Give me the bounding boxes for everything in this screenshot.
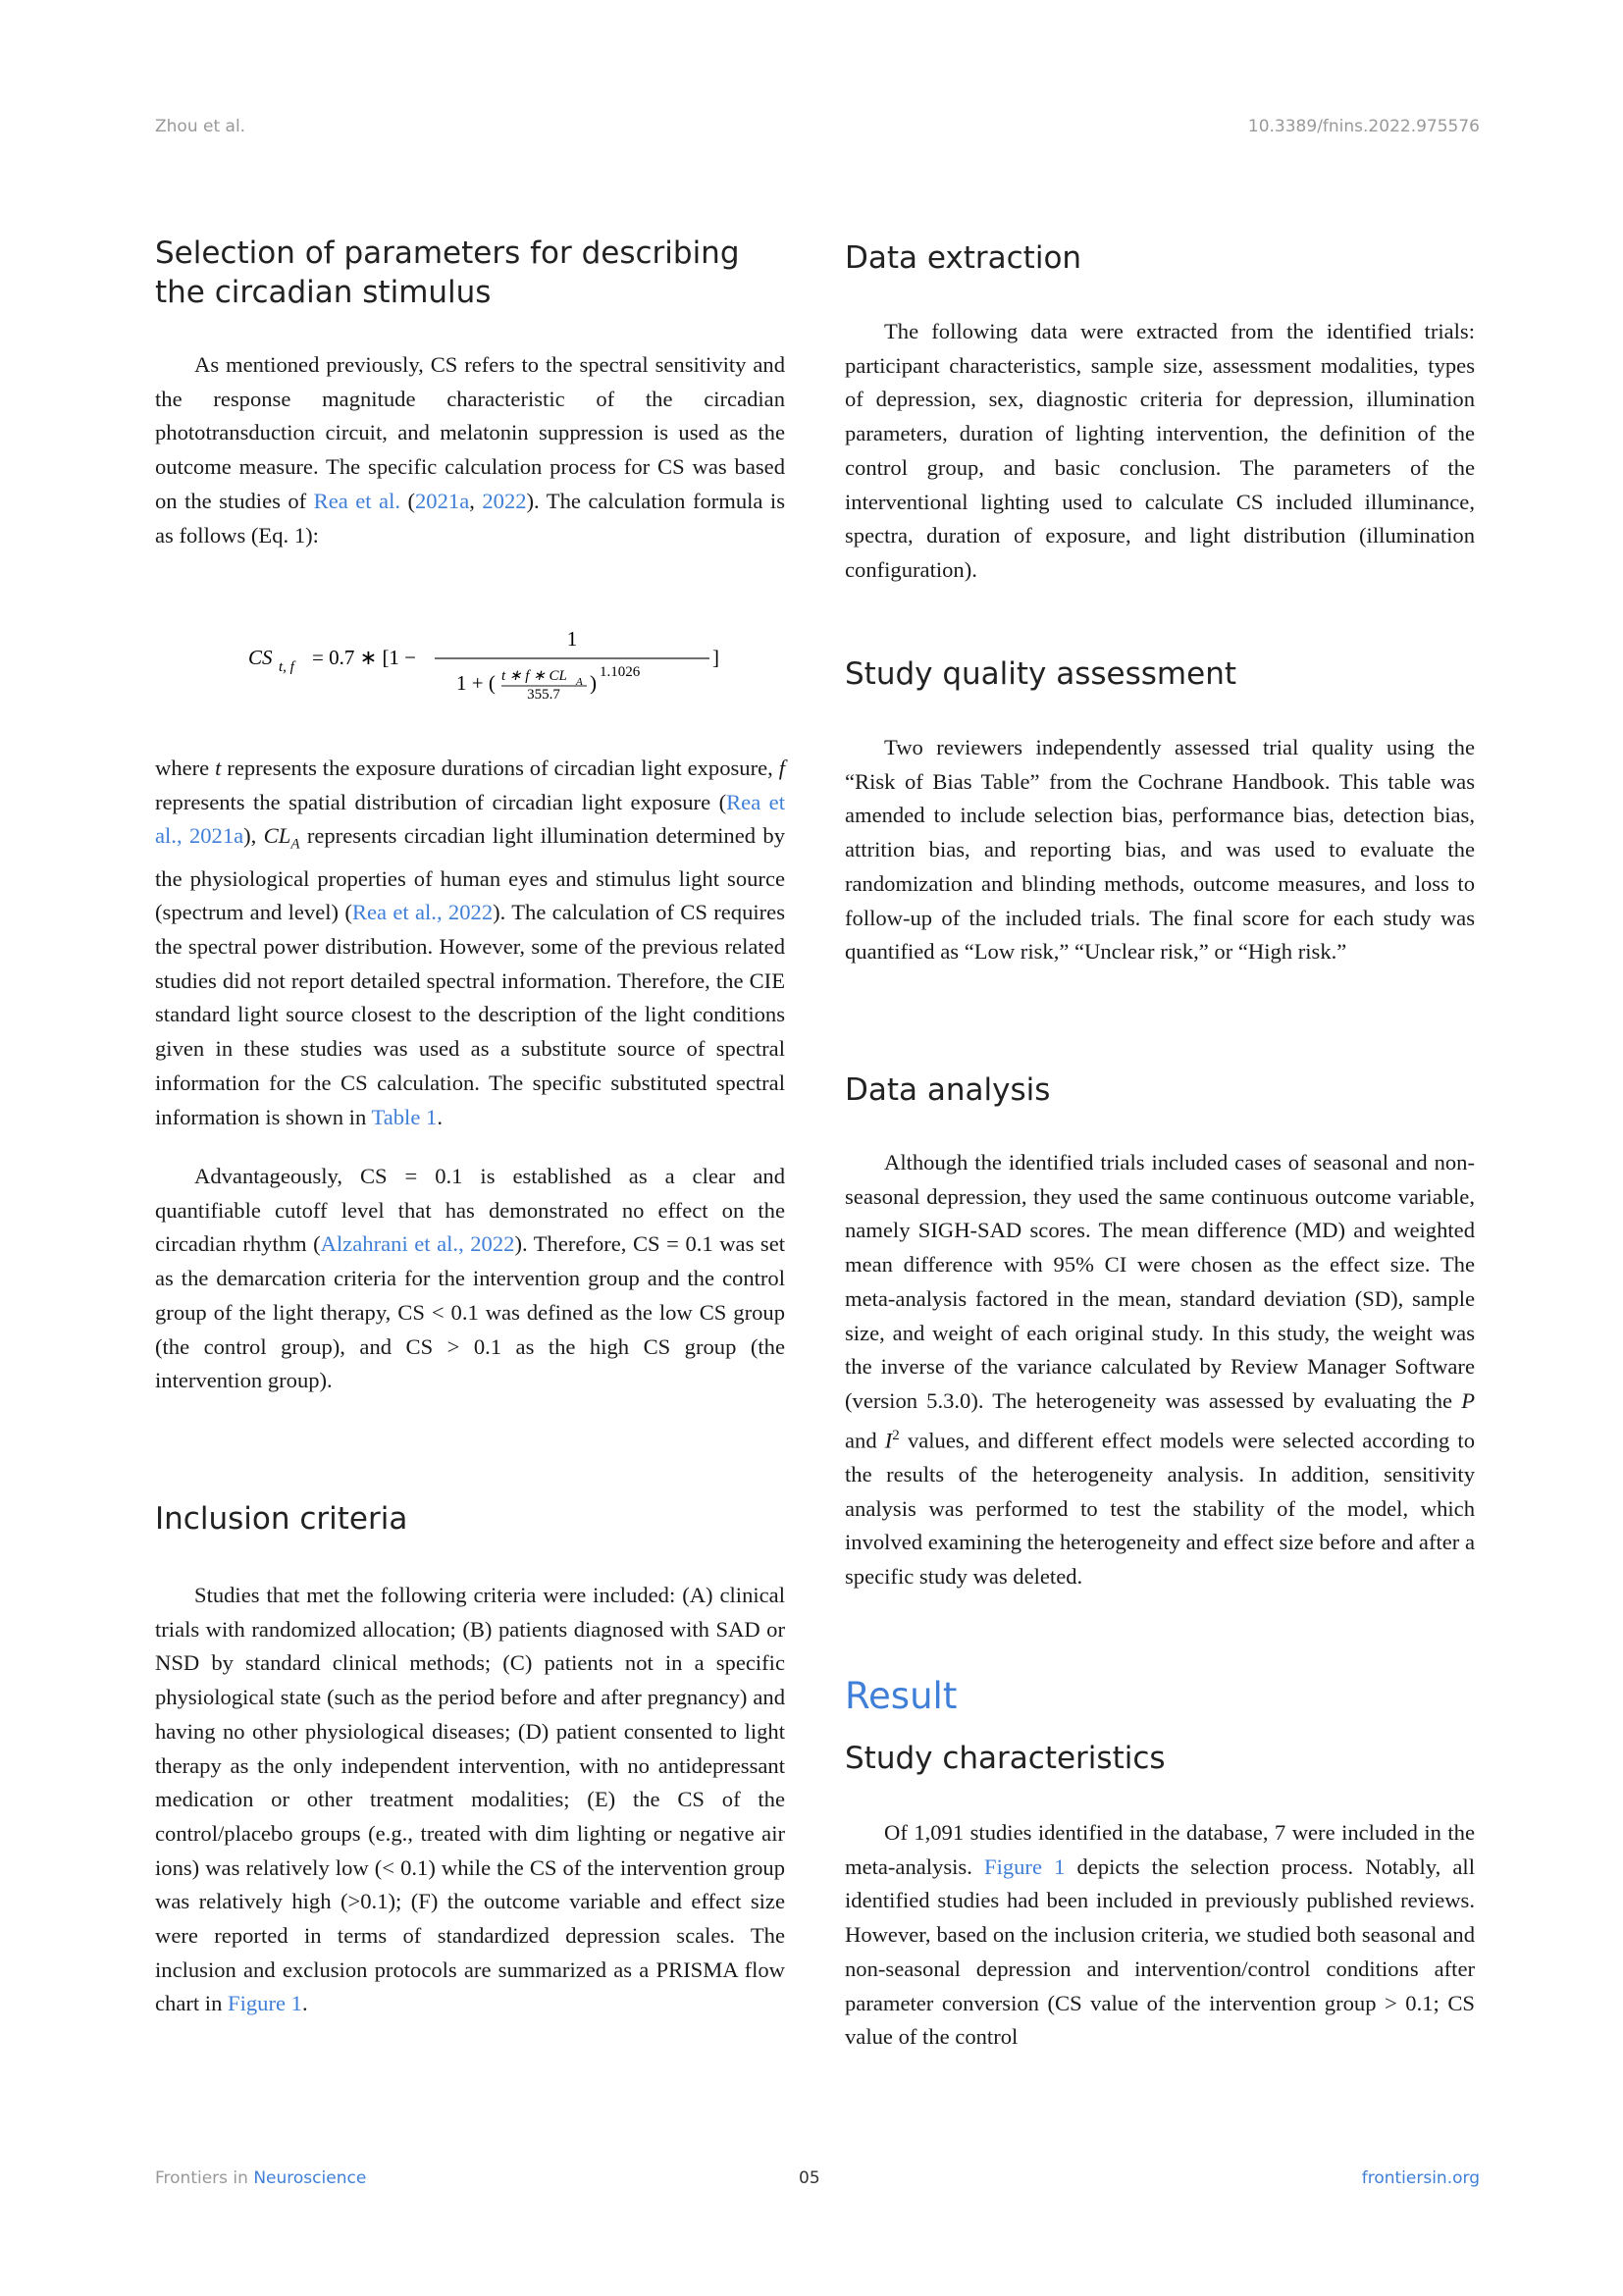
header-author: Zhou et al. (155, 117, 246, 136)
footer-site-link[interactable]: frontiersin.org (1361, 2168, 1480, 2188)
header-doi[interactable]: 10.3389/fnins.2022.975576 (1247, 117, 1480, 136)
svg-text:1.1026: 1.1026 (600, 664, 641, 680)
citation-link[interactable]: 2022 (482, 488, 527, 513)
section-title-quality-assessment: Study quality assessment (845, 656, 1237, 692)
svg-text:A: A (576, 676, 583, 688)
section-title-study-characteristics: Study characteristics (845, 1741, 1166, 1776)
citation-link[interactable]: 2021a (415, 488, 470, 513)
citation-link[interactable]: Rea et al., 2021a (155, 789, 785, 849)
footer-page-number: 05 (799, 2168, 820, 2188)
svg-text:t ∗ f ∗ CL: t ∗ f ∗ CL (501, 668, 567, 684)
svg-text:]: ] (712, 646, 719, 669)
equation-cs (248, 613, 778, 702)
citation-link[interactable]: Rea et al. (313, 488, 400, 513)
figure-link[interactable]: Figure 1 (228, 1991, 302, 2016)
svg-text:): ) (590, 671, 597, 695)
table-link[interactable]: Table 1 (371, 1104, 438, 1129)
section-title-data-analysis: Data analysis (845, 1072, 1051, 1108)
paragraph-quality-assessment: Two reviewers independently assessed trial quality using the “Risk of Bias Table” from the Cochrane Handbook. This table was amended to include selection bias, performance bias, detection bias, attrition bias, and reporting bias, and was used to evaluate the randomization and blinding methods, outcome measures, and loss to follow-up of the included trials. The final score for each study was quantified as “Low risk,” “Unclear risk,” or “High risk.” (845, 735, 1475, 965)
svg-text:t, f: t, f (279, 659, 294, 675)
svg-text:CS: CS (248, 646, 273, 669)
svg-text:1 + (: 1 + ( (456, 671, 496, 695)
svg-text:355.7: 355.7 (527, 687, 560, 702)
paragraph-inclusion-criteria: Studies that met the following criteria were included: (A) clinical trials with randomized allocation; (B) patients diagnosed with SAD or NSD by standard clinical methods; (C) patients not in a specific physiological state (such as the period before and after pregnancy) and having no other physiological diseases; (D) patient consented to light therapy as the only independent intervention, with no antidepressant medication or other treatment modalities; (E) the CS of the control/placebo groups (e.g., treated with dim lighting or negative air ions) was relatively low (< 0.1) while the CS of the intervention group was relatively high (>0.1); (F) the outcome variable and effect size were reported in terms of standardized depression scales. The inclusion and exclusion protocols are summarized as a PRISMA flow chart in Figure 1. (155, 1583, 785, 2016)
paragraph-cs-cutoff: Advantageously, CS = 0.1 is established as a clear and quantifiable cutoff level that has demonstrated no effect on the circadian rhythm (Alzahrani et al., 2022). Therefore, CS = 0.1 was set as the demarcation criteria for the intervention group and the control group of the light therapy, CS < 0.1 was defined as the low CS group (the control group), and CS > 0.1 as the high CS group (the intervention group). (155, 1164, 785, 1393)
citation-link[interactable]: Alzahrani et al., 2022 (320, 1231, 515, 1257)
paragraph-data-analysis: Although the identified trials included cases of seasonal and non-seasonal depression, they used the same continuous outcome variable, namely SIGH-SAD scores. The mean difference (MD) and weighted mean difference with 95% CI were chosen as the effect size. The meta-analysis factored in the mean, standard deviation (SD), sample size, and weight of each original study. In this study, the weight was the inverse of the variance calculated by Review Manager Software (version 5.3.0). The heterogeneity was assessed by evaluating the P and $I^2$ values, and different effect models were selected according to the results of the heterogeneity analysis. In addition, sensitivity analysis was performed to test the stability of the model, which involved examining the heterogeneity and effect size before and after a specific study was deleted. (845, 1150, 1475, 1589)
paragraph-cs-definition: As mentioned previously, CS refers to the spectral sensitivity and the response magnitude characteristic of the circadian phototransduction circuit, and melatonin suppression is used as the outcome measure. The specific calculation process for CS was based on the studies of Rea et al. (2021a, 2022). The calculation formula is as follows (Eq. 1): (155, 352, 786, 548)
paragraph-equation-variables: where t represents the exposure durations of circadian light exposure, f represents the spatial distribution of circadian light exposure (Rea et al., 2021a), $CL_A$ represents circadian light illumination determined by the physiological properties of human eyes and stimulus light source (spectrum and level) (Rea et al., 2022). The calculation of CS requires the spectral power distribution. However, some of the previous related studies did not report detailed spectral information. Therefore, the CIE standard light source closest to the description of the light conditions given in these studies was used as a substitute source of spectral information for the CS calculation. The specific substituted spectral information is shown in Table 1. (155, 756, 785, 1129)
section-title-result: Result (845, 1675, 958, 1717)
paragraph-data-extraction: The following data were extracted from the identified trials: participant characteristics, sample size, assessment modalities, types of depression, sex, diagnostic criteria for depression, illumination parameters, duration of lighting intervention, the definition of the control group, and basic conclusion. The parameters of the interventional lighting used to calculate CS included illuminance, spectra, duration of exposure, and light distribution (illumination configuration). (845, 319, 1475, 582)
section-title-circadian-stimulus: Selection of parameters for describing the circadian stimulus (155, 235, 740, 310)
paragraph-study-characteristics: Of 1,091 studies identified in the database, 7 were included in the meta-analysis. Figure 1 depicts the selection process. Notably, all identified studies had been included in previously published reviews. However, based on the inclusion criteria, we studied both seasonal and non-seasonal depression and intervention/control conditions after parameter conversion (CS value of the intervention group > 0.1; CS value of the control (845, 1820, 1475, 2050)
footer-journal[interactable]: Frontiers in Neuroscience (155, 2168, 367, 2188)
svg-text:= 0.7 ∗ [1 −: = 0.7 ∗ [1 − (312, 646, 417, 669)
citation-link[interactable]: Rea et al., 2022 (351, 900, 494, 925)
section-title-data-extraction: Data extraction (845, 240, 1082, 276)
figure-link[interactable]: Figure 1 (984, 1853, 1066, 1879)
svg-text:1: 1 (566, 627, 578, 651)
section-title-inclusion-criteria: Inclusion criteria (155, 1501, 408, 1537)
